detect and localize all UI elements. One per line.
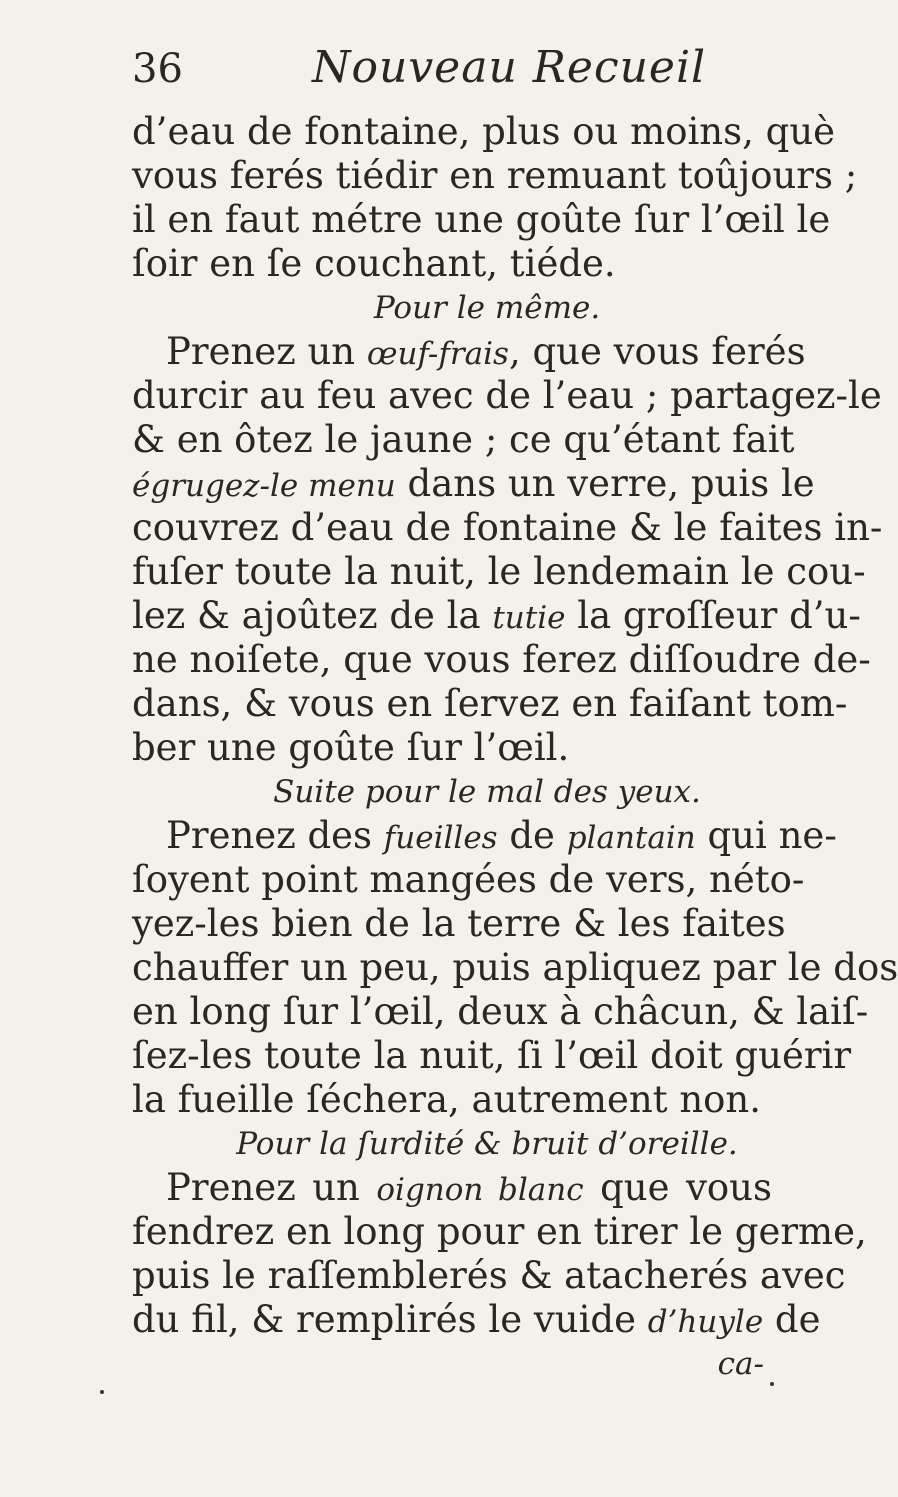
text-span: ſoyent point mangées de vers, néto- (132, 858, 805, 901)
text-span: du fil, & remplirés le vuide (132, 1298, 648, 1341)
body-text (132, 110, 898, 1386)
text-line (132, 154, 858, 198)
italic-term: tutie (492, 600, 566, 636)
text-span: Pour le même. (373, 290, 601, 326)
text-line (132, 242, 772, 286)
text-span: fuſer toute la nuit, le lendemain le cou- (132, 550, 866, 593)
ink-speck (100, 1390, 104, 1394)
ink-speck (770, 1382, 774, 1386)
text-span: & en ôtez le jaune ; ce qu’étant fait (132, 418, 795, 461)
page-number: 36 (132, 46, 183, 92)
text-span: ſez-les toute la nuit, ſi l’œil doit guérir (132, 1034, 852, 1077)
text-span: Prenez des (166, 814, 384, 857)
text-span: ſoir en ſe couchant, tiéde. (132, 242, 616, 285)
text-span: Prenez un (166, 330, 367, 373)
text-line (132, 1210, 867, 1254)
text-span: lez & ajoûtez de la (132, 594, 493, 637)
text-line (132, 726, 772, 770)
text-span: de (497, 814, 567, 857)
text-span: de (763, 1298, 821, 1341)
text-line (132, 462, 815, 506)
text-span: dans un verre, puis le (395, 462, 815, 505)
text-line (132, 594, 861, 638)
text-span: yez-les bien de la terre & les faites (132, 902, 786, 945)
section-heading (132, 770, 772, 814)
running-title: Nouveau Recueil (312, 42, 707, 93)
text-span: ber une goûte ſur l’œil. (132, 726, 570, 769)
text-line (132, 418, 795, 462)
text-span: puis le raſſemblerés & atacherés avec (132, 1254, 846, 1297)
italic-term: égrugez-le menu (132, 468, 396, 504)
italic-term: plantain (566, 820, 696, 856)
text-line (132, 1034, 852, 1078)
text-span: Pour la ſurdité & bruit d’oreille. (236, 1126, 738, 1162)
text-line (132, 638, 871, 682)
italic-term: ca- (717, 1346, 764, 1382)
text-line (132, 1166, 772, 1210)
catchword (132, 1342, 772, 1386)
text-span: Prenez un (166, 1166, 377, 1209)
text-span: ne noiſete, que vous ferez diſſoudre de- (132, 638, 871, 681)
text-line (132, 902, 786, 946)
section-heading (132, 1122, 772, 1166)
text-line (132, 110, 836, 154)
italic-term: fueilles (383, 820, 498, 856)
text-span: d’eau de fontaine, plus ou moins, què (132, 110, 836, 153)
text-line (132, 1078, 772, 1122)
text-line (132, 946, 898, 990)
text-line (132, 330, 806, 374)
text-line (132, 1254, 846, 1298)
page-header (0, 40, 800, 100)
text-line (132, 814, 837, 858)
text-span: chauffer un peu, puis apliquez par le dos (132, 946, 898, 989)
text-span: durcir au feu avec de l’eau ; partagez-le (132, 374, 882, 417)
italic-term: œuf-frais (366, 336, 509, 372)
text-span: vous ferés tiédir en remuant toûjours ; (132, 154, 858, 197)
text-line (132, 682, 848, 726)
text-line (132, 858, 805, 902)
text-span: que vous (583, 1166, 772, 1209)
text-span: la groſſeur d’u- (565, 594, 861, 637)
text-span: la fueille ſéchera, autrement non. (132, 1078, 762, 1121)
text-line (132, 550, 866, 594)
text-span: couvrez d’eau de fontaine & le faites in- (132, 506, 883, 549)
italic-term: oignon blanc (376, 1172, 584, 1208)
text-span: dans, & vous en ſervez en faiſant tom- (132, 682, 848, 725)
text-span: , que vous ferés (508, 330, 806, 373)
italic-term: d’huyle (647, 1304, 764, 1340)
text-span: en long ſur l’œil, deux à châcun, & laiſ- (132, 990, 869, 1033)
text-line (132, 506, 883, 550)
text-span: fendrez en long pour en tirer le germe, (132, 1210, 867, 1253)
text-span: il en faut métre une goûte ſur l’œil le (132, 198, 831, 241)
section-heading (132, 286, 772, 330)
text-span: Suite pour le mal des yeux. (273, 774, 701, 810)
text-line (132, 1298, 821, 1342)
text-line (132, 374, 882, 418)
text-line (132, 990, 869, 1034)
text-span: qui ne- (695, 814, 837, 857)
text-line (132, 198, 831, 242)
